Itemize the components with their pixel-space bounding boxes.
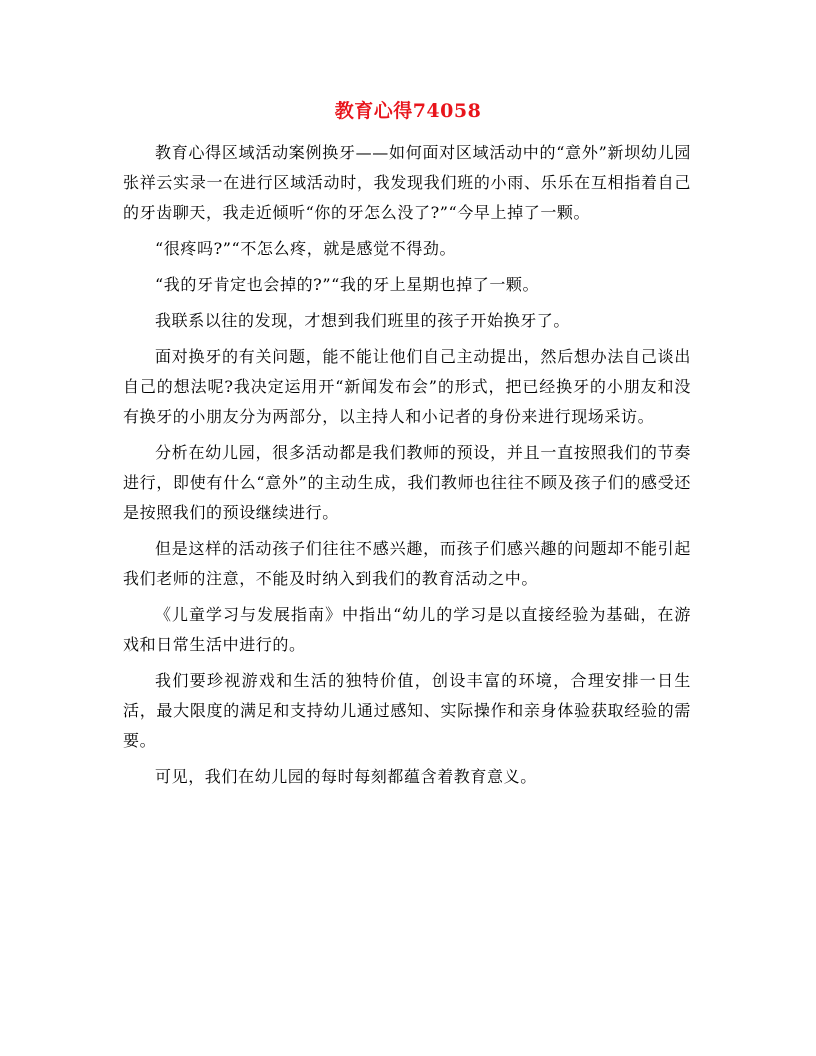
paragraph: 我们要珍视游戏和生活的独特价值，创设丰富的环境，合理安排一日生活，最大限度的满足和支持幼儿通过感知、实际操作和亲身体验获取经验的需要。 bbox=[123, 671, 691, 750]
paragraph: “很疼吗?”“不怎么疼，就是感觉不得劲。 bbox=[155, 239, 457, 258]
paragraph: 但是这样的活动孩子们往往不感兴趣，而孩子们感兴趣的问题却不能引起我们老师的注意，不能及时纳入到我们的教育活动之中。 bbox=[123, 539, 691, 588]
paragraph: 我联系以往的发现，才想到我们班里的孩子开始换牙了。 bbox=[155, 311, 571, 330]
paragraph: 《儿童学习与发展指南》中指出“幼儿的学习是以直接经验为基础，在游戏和日常生活中进行的。 bbox=[123, 605, 691, 654]
paragraph: 分析在幼儿园，很多活动都是我们教师的预设，并且一直按照我们的节奏进行，即使有什么“意外”的主动生成，我们教师也往往不顾及孩子们的感受还是按照我们的预设继续进行。 bbox=[123, 443, 691, 522]
paragraph: “我的牙肯定也会掉的?”“我的牙上星期也掉了一颗。 bbox=[155, 275, 540, 294]
paragraph: 可见，我们在幼儿园的每时每刻都蕴含着教育意义。 bbox=[155, 767, 537, 786]
document-title: 教育心得74058 bbox=[334, 100, 482, 122]
document-body bbox=[123, 138, 691, 792]
paragraph: 面对换牙的有关问题，能不能让他们自己主动提出，然后想办法自己谈出自己的想法呢?我决定运用开“新闻发布会”的形式，把已经换牙的小朋友和没有换牙的小朋友分为两部分，以主持人和小记者的身份来进行现场采访。 bbox=[123, 347, 691, 426]
paragraph: 教育心得区域活动案例换牙——如何面对区域活动中的“意外”新坝幼儿园张祥云实录一在进行区域活动时，我发现我们班的小雨、乐乐在互相指着自己的牙齿聊天，我走近倾听“你的牙怎么没了?”“今早上掉了一颗。 bbox=[123, 143, 691, 222]
